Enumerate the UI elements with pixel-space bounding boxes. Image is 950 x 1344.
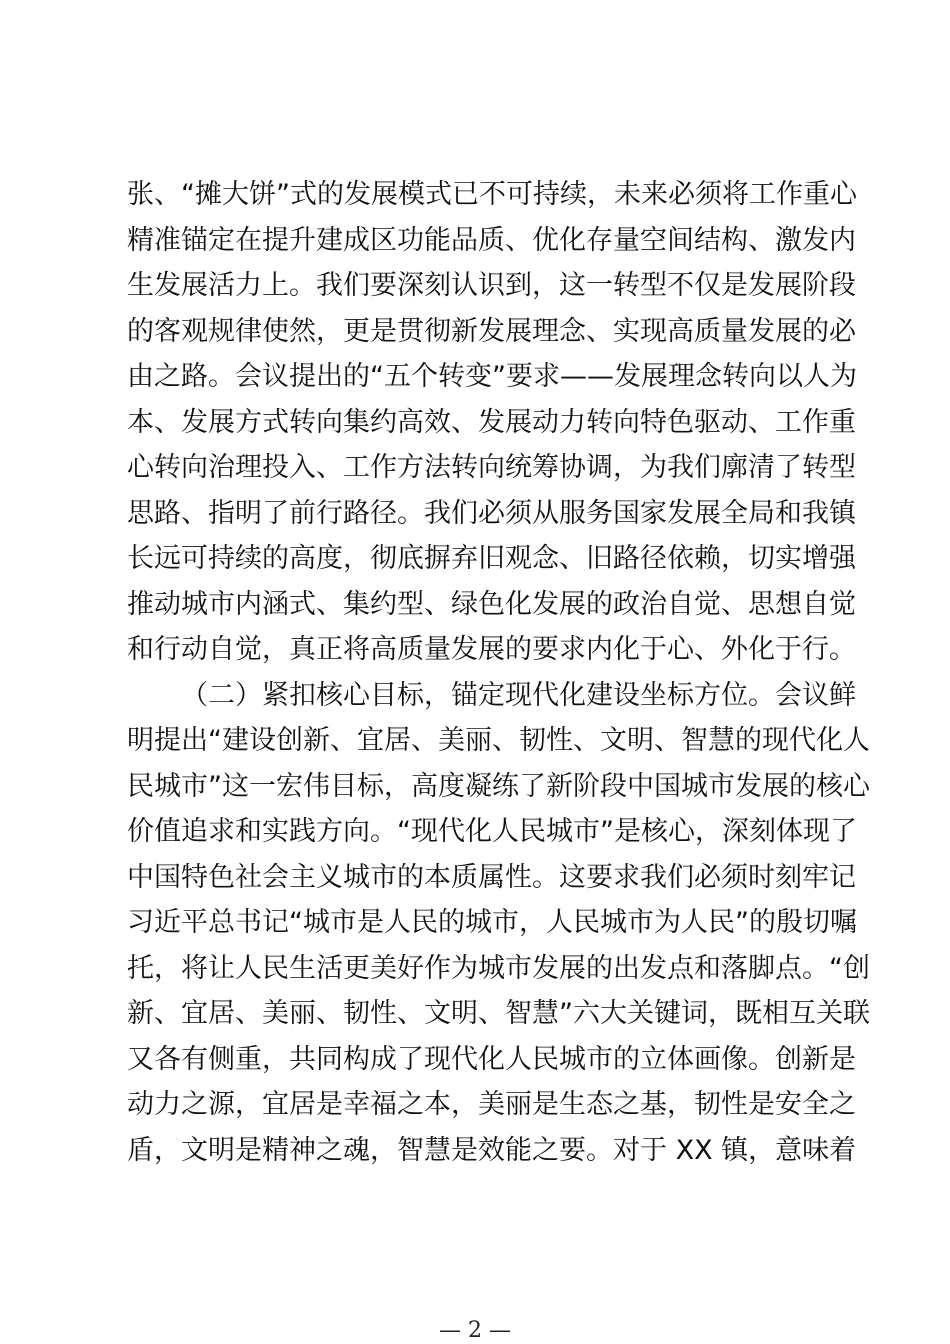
text-line: 动力之源，宜居是幸福之本，美丽是生态之基，韧性是安全之 [127, 1089, 856, 1120]
text-line: 由之路。会议提出的“五个转变”要求——发展理念转向以人为 [127, 361, 857, 392]
text-line: 思路、指明了前行路径。我们必须从服务国家发展全局和我镇 [127, 497, 856, 529]
text-line: 民城市”这一宏伟目标，高度凝练了新阶段中国城市发展的核心 [127, 770, 870, 802]
text-line: 的客观规律使然，更是贯彻新发展理念、实现高质量发展的必 [127, 315, 856, 347]
text-line: 心转向治理投入、工作方法转向统筹协调，为我们廓清了转型 [127, 452, 856, 483]
text-line: 价值追求和实践方向。“现代化人民城市”是核心，深刻体现了 [127, 816, 857, 847]
text-line: 张、“摊大饼”式的发展模式已不可持续，未来必须将工作重心 [127, 179, 857, 210]
body-text [127, 172, 870, 1173]
text-line: 本、发展方式转向集约高效、发展动力转向特色驱动、工作重 [127, 406, 856, 438]
text-line: 明提出“建设创新、宜居、美丽、韧性、文明、智慧的现代化人 [127, 725, 870, 756]
page-number: — 2 — [439, 1318, 511, 1343]
text-line: 又各有侧重，共同构成了现代化人民城市的立体画像。创新是 [127, 1043, 856, 1075]
text-line: 盾，文明是精神之魂，智慧是效能之要。对于 XX 镇，意味着 [127, 1134, 857, 1166]
text-line: 精准锚定在提升建成区功能品质、优化存量空间结构、激发内 [127, 224, 856, 256]
text-line: 和行动自觉，真正将高质量发展的要求内化于心、外化于行。 [127, 634, 856, 665]
text-line: 新、宜居、美丽、韧性、文明、智慧”六大关键词，既相互关联 [127, 998, 870, 1029]
section-heading-line: （二）紧扣核心目标，锚定现代化建设坐标方位。会议鲜 [181, 679, 856, 711]
text-line: 长远可持续的高度，彻底摒弃旧观念、旧路径依赖，切实增强 [127, 543, 856, 574]
text-line: 托，将让人民生活更美好作为城市发展的出发点和落脚点。“创 [127, 952, 870, 984]
text-line: 中国特色社会主义城市的本质属性。这要求我们必须时刻牢记 [127, 861, 856, 893]
text-line: 习近平总书记“城市是人民的城市，人民城市为人民”的殷切嘱 [127, 907, 857, 938]
text-line: 生发展活力上。我们要深刻认识到，这一转型不仅是发展阶段 [127, 270, 856, 301]
text-line: 推动城市内涵式、集约型、绿色化发展的政治自觉、思想自觉 [127, 588, 856, 620]
